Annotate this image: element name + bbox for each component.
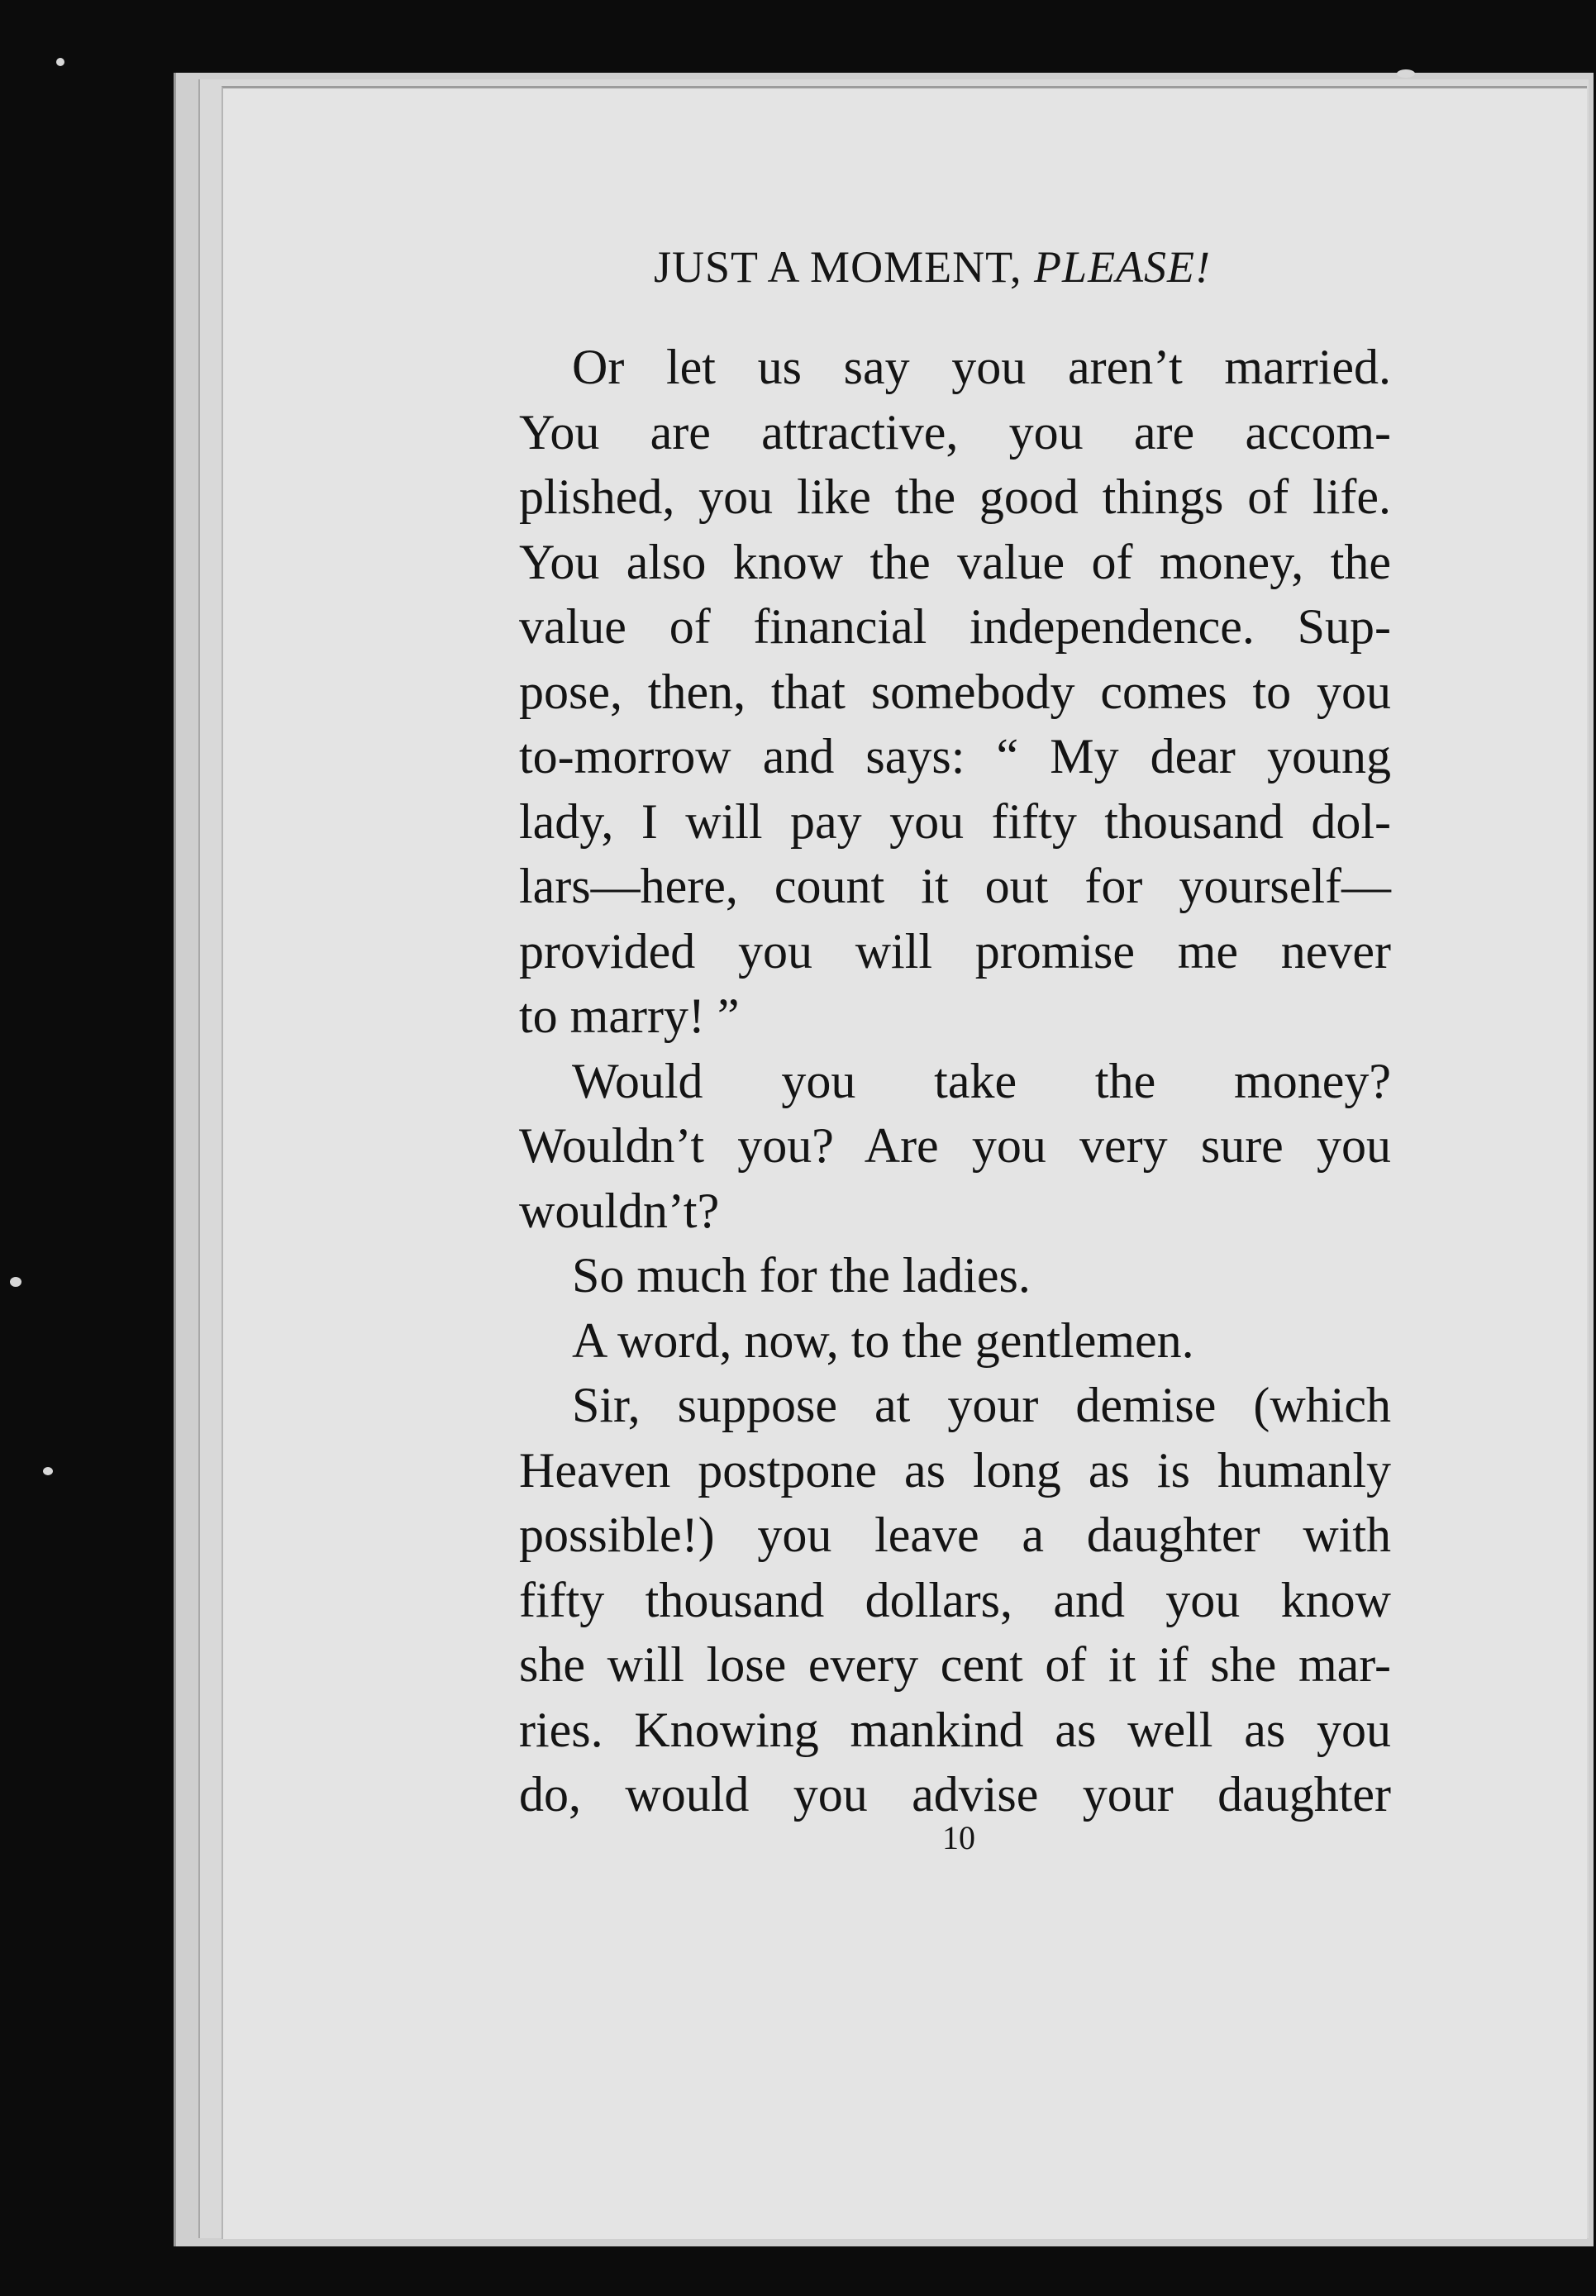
page-number: 10 <box>942 1819 975 1856</box>
text-line: to marry! ” <box>519 988 740 1043</box>
text-line: Sir, suppose at your demise (which <box>572 1378 1391 1432</box>
text-line: So much for the ladies. <box>572 1248 1031 1303</box>
text-line: lady, I will pay you fifty thousand dol- <box>519 793 1391 849</box>
text-line: ries. Knowing mankind as well as you <box>519 1702 1391 1757</box>
text-line: do, would you advise your daughter <box>519 1767 1391 1822</box>
text-line: possible!) you leave a daughter with <box>519 1508 1391 1562</box>
text-line: lars—here, count it out for yourself— <box>519 859 1391 913</box>
text-line: You also know the value of money, the <box>519 534 1391 589</box>
text-line: fifty thousand dollars, and you know <box>519 1572 1391 1627</box>
running-head-emphasis: PLEASE! <box>1034 242 1212 292</box>
running-head-title: JUST A MOMENT, <box>653 242 1022 292</box>
text-line: Would you take the money? <box>572 1053 1391 1108</box>
text-line: Wouldn’t you? Are you very sure you <box>519 1118 1391 1173</box>
dust-speck <box>10 1277 21 1287</box>
text-line: wouldn’t? <box>519 1183 720 1238</box>
text-line: Or let us say you aren’t married. <box>572 340 1391 394</box>
text-line: provided you will promise me never <box>519 923 1391 979</box>
text-line: You are attractive, you are accom- <box>519 404 1391 460</box>
text-line: plished, you like the good things of life. <box>519 469 1391 524</box>
body-text <box>519 335 1391 1827</box>
dust-speck <box>1397 69 1415 78</box>
text-line: to-morrow and says: “ My dear young <box>519 729 1391 784</box>
text-line: Heaven postpone as long as is humanly <box>519 1442 1391 1498</box>
text-line: she will lose every cent of it if she mar- <box>519 1637 1391 1692</box>
text-line: pose, then, that somebody comes to you <box>519 664 1391 719</box>
dust-speck <box>56 58 64 66</box>
dust-speck <box>43 1467 53 1475</box>
text-line: value of financial independence. Sup- <box>519 599 1391 654</box>
text-line: A word, now, to the gentlemen. <box>572 1312 1194 1368</box>
running-head <box>519 241 1346 307</box>
